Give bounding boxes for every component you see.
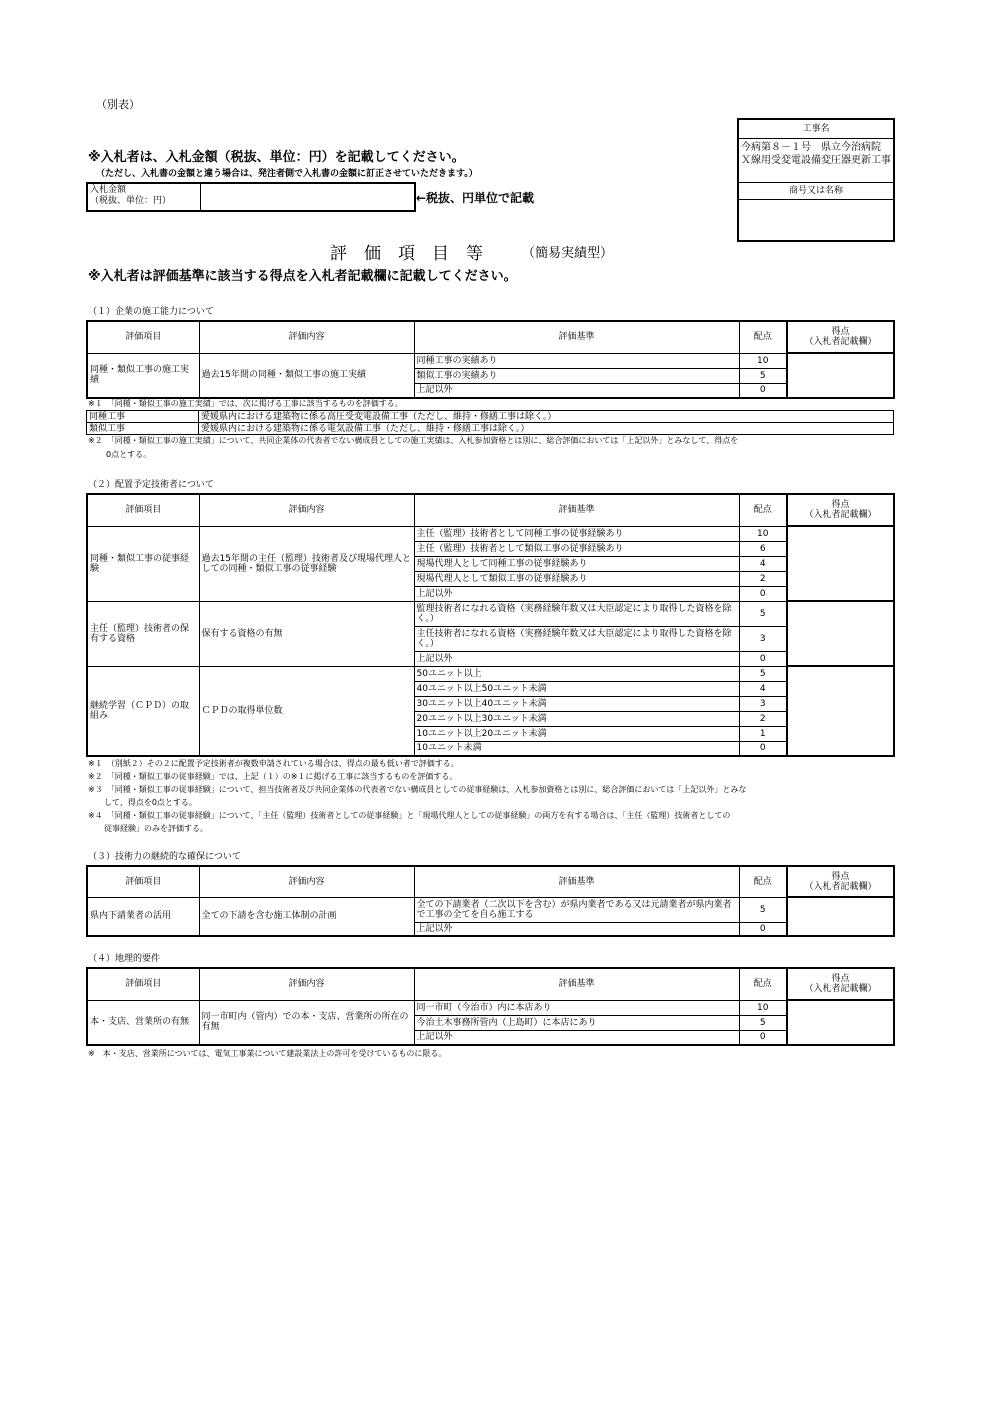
company-name-label: 商号又は名称	[739, 182, 893, 200]
s2-item: 主任（監理）技術者の保有する資格	[87, 601, 199, 666]
s2-criteria: 20ユニット以上30ユニット未満	[414, 711, 739, 726]
s1-points: 10	[739, 353, 787, 368]
s2-content: ＣＰＤの取得単位数	[199, 666, 414, 756]
s4-criteria: 今治土木事務所管内（上島町）に本店にあり	[414, 1015, 739, 1030]
score-header-line2: （入札者記載欄）	[804, 881, 877, 892]
score-header-line1: 得点	[831, 871, 850, 882]
s1-note2-cont: 0点とする。	[106, 450, 152, 459]
s2-points: 5	[739, 666, 787, 681]
s2-points: 4	[739, 681, 787, 696]
s2-content: 保有する資格の有無	[199, 601, 414, 666]
s2-criteria: 主任技術者になれる資格（実務経験年数又は大臣認定により取得した資格を除く。）	[414, 626, 739, 651]
score-header-line1: 得点	[831, 327, 850, 337]
s2-criteria: 40ユニット以上50ユニット未満	[414, 681, 739, 696]
s3-points: 5	[739, 897, 787, 922]
s1-content: 過去15年間の同種・類似工事の施工実績	[199, 353, 414, 398]
col-header-points: 配点	[739, 866, 787, 897]
s2-points: 0	[739, 651, 787, 666]
score-header-line2: （入札者記載欄）	[804, 510, 877, 520]
score-header-line2: （入札者記載欄）	[804, 337, 877, 347]
s1-item: 同種・類似工事の施工実績	[87, 353, 199, 398]
s1-def-text: 愛媛県内における建築物に係る電気設備工事（ただし、維持・修繕工事は除く。）	[199, 423, 894, 435]
col-header-criteria: 評価基準	[414, 866, 739, 897]
s3-item: 県内下請業者の活用	[87, 897, 199, 936]
section4-heading: （４）地理的要件	[88, 954, 161, 964]
col-header-content: 評価内容	[199, 494, 414, 526]
s1-criteria: 同種工事の実績あり	[414, 353, 739, 368]
col-header-content: 評価内容	[199, 968, 414, 1000]
col-header-score	[787, 494, 894, 526]
s1-definitions	[86, 410, 894, 435]
s3-score-input[interactable]	[787, 897, 894, 936]
s2-score-input-qualification[interactable]	[787, 601, 894, 666]
s4-points: 10	[739, 1000, 787, 1015]
s4-criteria: 同一市町（今治市）内に本店あり	[414, 1000, 739, 1015]
s2-criteria: 50ユニット以上	[414, 666, 739, 681]
s2-score-input-cpd[interactable]	[787, 666, 894, 756]
score-header-line1: 得点	[831, 974, 850, 984]
bid-amount-label-line2: （税抜、単位：円）	[90, 196, 172, 206]
section3-table	[86, 865, 895, 937]
s1-def-label: 同種工事	[87, 411, 199, 423]
s2-points: 2	[739, 711, 787, 726]
s2-criteria: 現場代理人として同種工事の従事経験あり	[414, 556, 739, 571]
s2-points: 0	[739, 586, 787, 601]
bid-amount-label-line1: 入札金額	[90, 185, 127, 195]
s1-note2: ※２ 「同種・類似工事の施工実績」について、共同企業体の代表者でない構成員としての施工実績は、入札参加資格とは別に、総合評価においては「上記以外」とみなして、得点を	[88, 436, 739, 445]
col-header-item: 評価項目	[87, 494, 199, 526]
project-name-label: 工事名	[739, 120, 893, 139]
s3-content: 全ての下請を含む施工体制の計画	[199, 897, 414, 936]
col-header-item: 評価項目	[87, 866, 199, 897]
bid-amount-label	[88, 184, 201, 210]
section2-table	[86, 493, 895, 757]
s1-points: 5	[739, 368, 787, 383]
s2-note: 従事経験」のみを評価する。	[88, 824, 208, 833]
col-header-criteria: 評価基準	[414, 494, 739, 526]
s2-criteria: 30ユニット以上40ユニット未満	[414, 696, 739, 711]
col-header-item: 評価項目	[87, 968, 199, 1000]
s2-points: 5	[739, 601, 787, 626]
section1-heading: （１）企業の施工能力について	[88, 307, 214, 317]
s1-def-label: 類似工事	[87, 423, 199, 435]
s4-score-input[interactable]	[787, 1000, 894, 1045]
bid-amount-note: ←税抜、円単位で記載	[416, 191, 535, 205]
s2-item: 継続学習（ＣＰＤ）の取組み	[87, 666, 199, 756]
s2-note: ※４ 「同種・類似工事の従事経験」について、「主任（監理）技術者としての従事経験」と「現場代理人としての従事経験」の両方を有する場合は、「主任（監理）技術者としての	[88, 811, 731, 820]
s2-note: ※３ 「同種・類似工事の従事経験」について、担当技術者及び共同企業体の代表者でない構成員としての従事経験は、入札参加資格とは別に、総合評価においては「上記以外」とみな	[88, 785, 747, 794]
section1-table	[86, 320, 895, 399]
bid-instruction-note: （ただし、入札書の金額と違う場合は、発注者側で入札書の金額に訂正させていただきます。）	[96, 169, 478, 179]
col-header-score	[787, 968, 894, 1000]
s2-points: 4	[739, 556, 787, 571]
score-header-line1: 得点	[831, 500, 850, 510]
project-box	[737, 118, 895, 242]
s2-points: 1	[739, 726, 787, 741]
bid-amount-input[interactable]	[202, 184, 412, 210]
s4-points: 0	[739, 1030, 787, 1045]
col-header-item: 評価項目	[87, 321, 199, 353]
s1-note1: ※１ 「同種・類似工事の施工実績」では、次に掲げる工事に該当するものを評価する。	[88, 399, 403, 408]
col-header-content: 評価内容	[199, 321, 414, 353]
s3-criteria: 全ての下請業者（二次以下を含む）が県内業者である又は元請業者が県内業者で工事の全てを自ら施工する	[414, 897, 739, 922]
page-subtitle: （簡易実績型）	[522, 246, 614, 261]
s1-def-text: 愛媛県内における建築物に係る高圧受変電設備工事（ただし、維持・修繕工事は除く。）	[199, 411, 894, 423]
s1-score-input[interactable]	[787, 353, 894, 398]
bid-amount-box	[86, 182, 416, 212]
s4-note: ※ 本・支店、営業所については、電気工事業について建設業法上の許可を受けているものに限る。	[88, 1049, 447, 1058]
col-header-criteria: 評価基準	[414, 321, 739, 353]
s2-criteria: 主任（監理）技術者として類似工事の従事経験あり	[414, 541, 739, 556]
s1-criteria: 類似工事の実績あり	[414, 368, 739, 383]
col-header-points: 配点	[739, 321, 787, 353]
page-title: 評 価 項 目 等	[330, 244, 483, 264]
col-header-score	[787, 866, 894, 897]
s2-criteria: 主任（監理）技術者として同種工事の従事経験あり	[414, 526, 739, 541]
s3-criteria: 上記以外	[414, 922, 739, 936]
s4-item: 本・支店、営業所の有無	[87, 1000, 199, 1045]
col-header-criteria: 評価基準	[414, 968, 739, 1000]
section2-heading: （２）配置予定技術者について	[88, 480, 214, 490]
col-header-points: 配点	[739, 968, 787, 1000]
col-header-points: 配点	[739, 494, 787, 526]
s2-note: ※１ （別紙２）その２に配置予定技術者が複数申請されている場合は、得点の最も低い者で評価する。	[88, 759, 459, 768]
s2-criteria: 上記以外	[414, 651, 739, 666]
col-header-content: 評価内容	[199, 866, 414, 897]
score-instruction: ※入札者は評価基準に該当する得点を入札者記載欄に記載してください。	[88, 269, 517, 284]
appendix-label: （別表）	[96, 98, 140, 111]
s2-criteria: 10ユニット以上20ユニット未満	[414, 726, 739, 741]
s2-item: 同種・類似工事の従事経験	[87, 526, 199, 601]
s2-points: 2	[739, 571, 787, 586]
s2-criteria: 現場代理人として類似工事の従事経験あり	[414, 571, 739, 586]
s2-note: して、得点を0点とする。	[88, 798, 197, 807]
s1-criteria: 上記以外	[414, 383, 739, 398]
section4-table	[86, 967, 895, 1046]
s4-criteria: 上記以外	[414, 1030, 739, 1045]
s1-points: 0	[739, 383, 787, 398]
s2-score-input-experience[interactable]	[787, 526, 894, 601]
section3-heading: （３）技術力の継続的な確保について	[88, 852, 241, 862]
col-header-score	[787, 321, 894, 353]
s4-points: 5	[739, 1015, 787, 1030]
s2-criteria: 10ユニット未満	[414, 741, 739, 756]
bid-instruction: ※入札者は、入札金額（税抜、単位：円）を記載してください。	[88, 150, 465, 165]
company-name-input[interactable]	[739, 200, 893, 240]
s2-points: 3	[739, 626, 787, 651]
s2-note: ※２ 「同種・類似工事の従事経験」では、上記（１）の※１に掲げる工事に該当するものを評価する。	[88, 772, 458, 781]
s2-points: 0	[739, 741, 787, 756]
s2-criteria: 上記以外	[414, 586, 739, 601]
s2-points: 6	[739, 541, 787, 556]
s2-content: 過去15年間の主任（監理）技術者及び現場代理人としての同種・類似工事の従事経験	[199, 526, 414, 601]
s2-points: 10	[739, 526, 787, 541]
project-name-value: 今病第８－１号 県立今治病院 Ｘ線用受変電設備変圧器更新工事	[741, 142, 891, 166]
score-header-line2: （入札者記載欄）	[804, 984, 877, 994]
s4-content: 同一市町内（管内）での本・支店、営業所の所在の有無	[199, 1000, 414, 1045]
s3-points: 0	[739, 922, 787, 936]
s2-criteria: 監理技術者になれる資格（実務経験年数又は大臣認定により取得した資格を除く。）	[414, 601, 739, 626]
s2-points: 3	[739, 696, 787, 711]
